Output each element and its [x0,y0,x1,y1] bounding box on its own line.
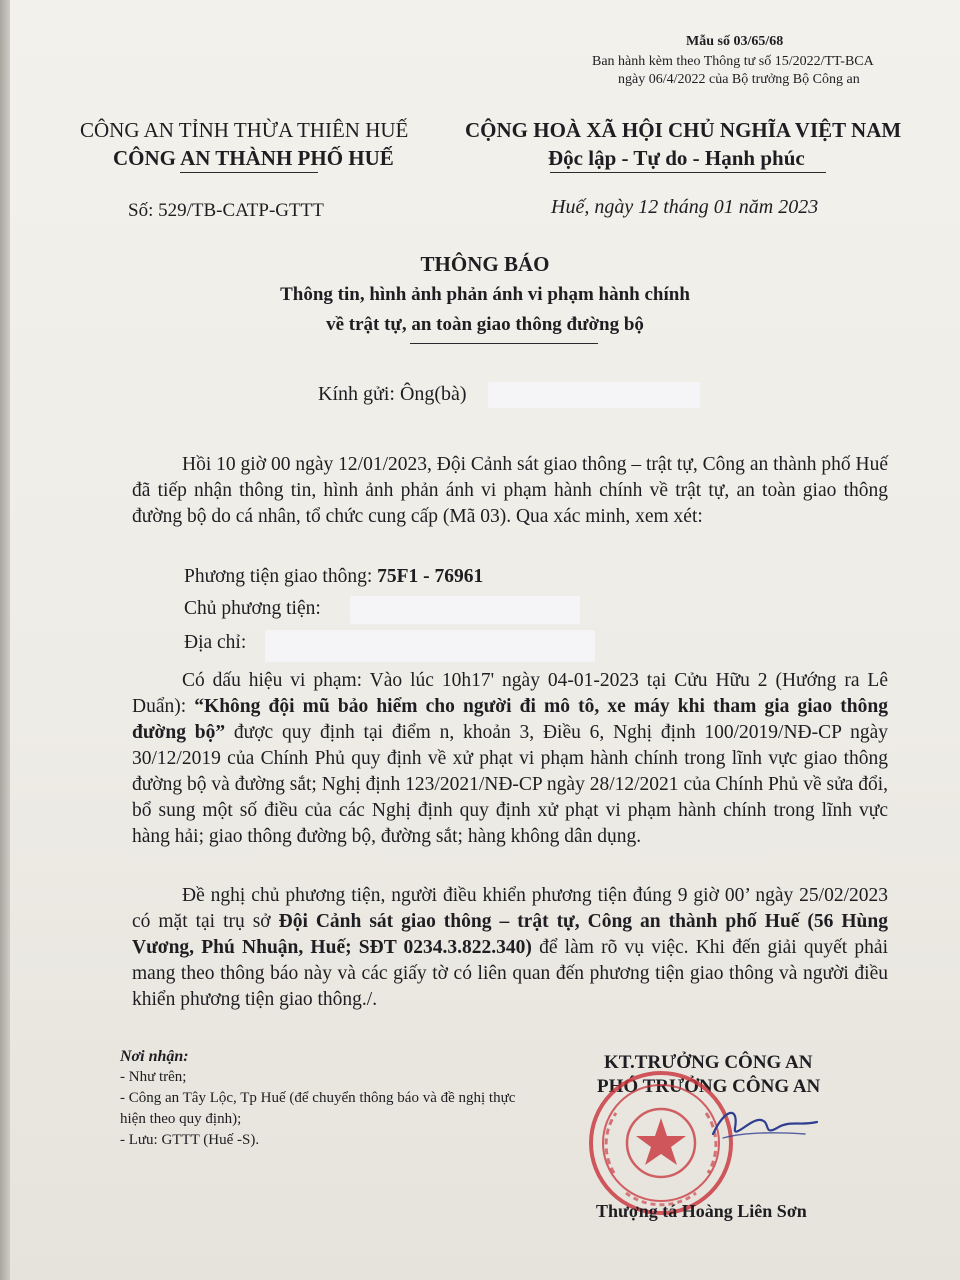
redacted-address [265,630,595,662]
signer-name: Thượng tá Hoàng Liên Sơn [596,1201,807,1221]
signature-title-line2: PHÓ TRƯỞNG CÔNG AN [597,1076,821,1097]
handwritten-signature-icon [705,1098,825,1148]
owner-label: Chủ phương tiện: [184,598,321,619]
vehicle-plate: 75F1 - 76961 [377,566,484,587]
signature-title-line1: KT.TRƯỞNG CÔNG AN [604,1052,813,1073]
request-paragraph [132,883,888,1013]
redacted-owner [350,596,580,624]
issued-with-line2: ngày 06/4/2022 của Bộ trưởng Bộ Công an [618,72,860,87]
request-text-a: Đề nghị chủ phương tiện, người điều khiển phương tiện đúng 9 giờ 00’ ngày 25/02/2023 có mặt tại trụ sở [132,885,888,932]
subtitle-underline [410,343,598,344]
form-number: Mẫu số 03/65/68 [686,34,784,49]
request-text-c: để làm rõ vụ việc. Khi đến giải quyết phải mang theo thông báo này và các giấy tờ có liên quan đến phương tiện giao thông và người điều khiển phương tiện giao thông./. [132,937,888,1010]
recipient-line: - Lưu: GTTT (Huế -S). [120,1132,260,1148]
issued-with-line1: Ban hành kèm theo Thông tư số 15/2022/TT-BCA [592,54,874,69]
document-page [10,0,960,1280]
nation-motto: Độc lập - Tự do - Hạnh phúc [548,146,805,170]
address-label: Địa chỉ: [184,632,247,653]
org-underline [180,172,318,173]
violation-text-c: được quy định tại điểm n, khoản 3, Điều 6, Nghị định 100/2019/NĐ-CP ngày 30/12/2019 của Chính Phủ quy định về xử phạt vi phạm hành chính trong lĩnh vực giao thông đường bộ và đường sắt; Nghị định 123/2021/NĐ-CP ngày 28/12/2021 của Chính Phủ về sửa đổi, bổ sung một số điều của các Nghị định quy định xử phạt vi phạm hành chính trong lĩnh vực hàng hải; giao thông đường bộ, đường sắt; hàng không dân dụng. [132,722,888,847]
recipients-heading: Nơi nhận: [120,1048,189,1065]
reference-number: Số: 529/TB-CATP-GTTT [128,200,324,221]
org-unit: CÔNG AN THÀNH PHỐ HUẾ [113,146,394,170]
intro-paragraph [132,452,888,530]
owner-row [184,598,321,620]
vehicle-row [184,566,483,588]
document-subtitle-line2: về trật tự, an toàn giao thông đường bộ [326,314,644,335]
greeting-label: Kính gửi: Ông(bà) [318,383,467,405]
address-row [184,632,246,654]
place-date: Huế, ngày 12 tháng 01 năm 2023 [551,196,819,218]
violation-paragraph [132,668,888,850]
intro-text: Hồi 10 giờ 00 ngày 12/01/2023, Đội Cảnh sát giao thông – trật tự, Công an thành phố Huế đã tiếp nhận thông tin, hình ảnh phản ánh vi phạm hành chính về trật tự, an toàn giao thông đường bộ do cá nhân, tổ chức cung cấp (Mã 03). Qua xác minh, xem xét: [132,454,888,527]
paper-edge-shadow [0,0,10,1280]
recipients-block [120,1046,540,1151]
redacted-recipient-name [488,382,700,408]
recipient-line: - Như trên; [120,1069,187,1085]
violation-text-a: Có dấu hiệu vi phạm: Vào lúc 10h17' ngày 04-01-2023 tại Cửu Hữu 2 (Hướng ra Lê Duẩn): [132,670,888,717]
request-location: Đội Cảnh sát giao thông – trật tự, Công an thành phố Huế (56 Hùng Vương, Phú Nhuận, Huế; SĐT 0234.3.822.340) [132,911,889,958]
document-subtitle-line1: Thông tin, hình ảnh phản ánh vi phạm hành chính [280,284,690,305]
org-parent: CÔNG AN TỈNH THỪA THIÊN HUẾ [80,118,409,142]
vehicle-label: Phương tiện giao thông: [184,566,378,587]
nation-title: CỘNG HOÀ XÃ HỘI CHỦ NGHĨA VIỆT NAM [465,118,902,142]
violation-offence: “Không đội mũ bảo hiểm cho người đi mô tô, xe máy khi tham gia giao thông đường bộ” [132,696,888,743]
recipient-line: - Công an Tây Lộc, Tp Huế (để chuyển thông báo và đề nghị thực hiện theo quy định); [120,1090,516,1127]
document-title: THÔNG BÁO [420,252,550,276]
motto-underline [550,172,826,173]
